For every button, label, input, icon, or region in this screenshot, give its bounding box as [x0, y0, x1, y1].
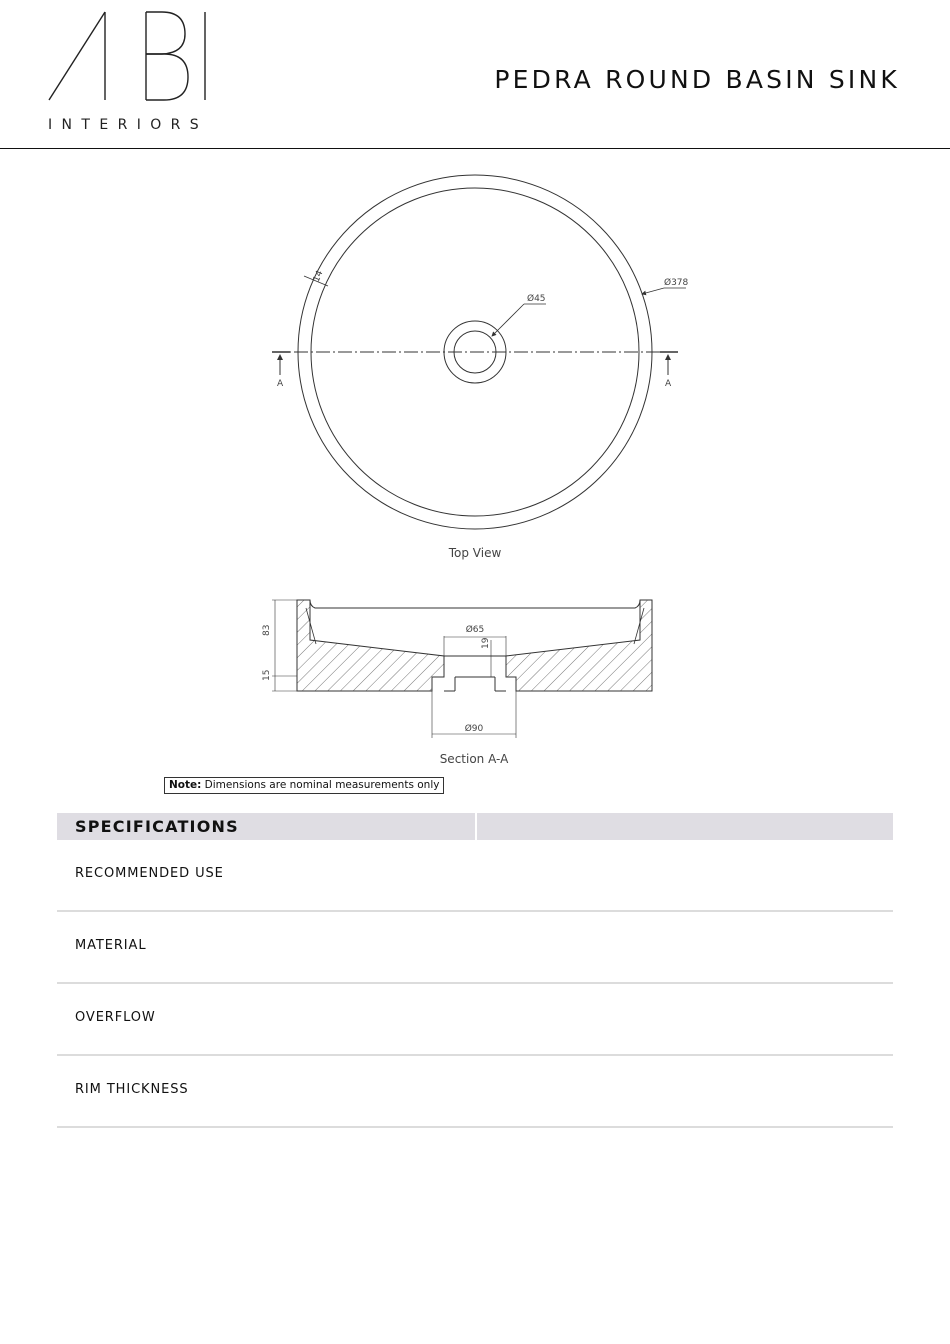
section-mark-left: A	[277, 379, 284, 389]
spec-label: MATERIAL	[75, 938, 147, 953]
brand-subtitle: INTERIORS	[48, 117, 209, 133]
dim-rim-thickness: 14	[311, 269, 326, 284]
note-label: Note:	[169, 779, 202, 791]
spec-row-rim-thickness	[57, 1056, 893, 1128]
header-divider	[0, 148, 950, 149]
specifications-header	[57, 813, 893, 840]
spec-row-recommended-use	[57, 840, 893, 912]
spec-row-overflow	[57, 984, 893, 1056]
dim-height: 83	[262, 624, 272, 636]
dim-outer-diameter: Ø378	[664, 278, 689, 288]
spec-label: OVERFLOW	[75, 1010, 156, 1025]
spec-label: RIM THICKNESS	[75, 1082, 189, 1097]
dim-foot-diameter: Ø90	[464, 724, 484, 734]
section-view-caption: Section A-A	[439, 752, 509, 766]
page-title: PEDRA ROUND BASIN SINK	[494, 65, 900, 94]
specifications-heading: SPECIFICATIONS	[75, 817, 239, 836]
dim-base-thickness: 15	[262, 669, 272, 681]
dim-waste-diameter: Ø45	[527, 294, 546, 304]
note-text: Dimensions are nominal measurements only	[201, 779, 440, 791]
technical-drawing	[0, 150, 950, 800]
section-view	[262, 600, 652, 766]
dim-outlet-diameter: Ø65	[465, 625, 485, 635]
top-view-caption: Top View	[448, 546, 502, 560]
spec-row-material	[57, 912, 893, 984]
section-mark-right: A	[665, 379, 672, 389]
spec-label: RECOMMENDED USE	[75, 866, 224, 881]
top-view	[272, 175, 689, 560]
specifications-table	[57, 813, 893, 1128]
section-body-right	[506, 600, 652, 691]
section-body-left	[297, 600, 444, 691]
dim-outlet-depth: 19	[481, 637, 491, 649]
dimensions-note	[164, 777, 444, 794]
